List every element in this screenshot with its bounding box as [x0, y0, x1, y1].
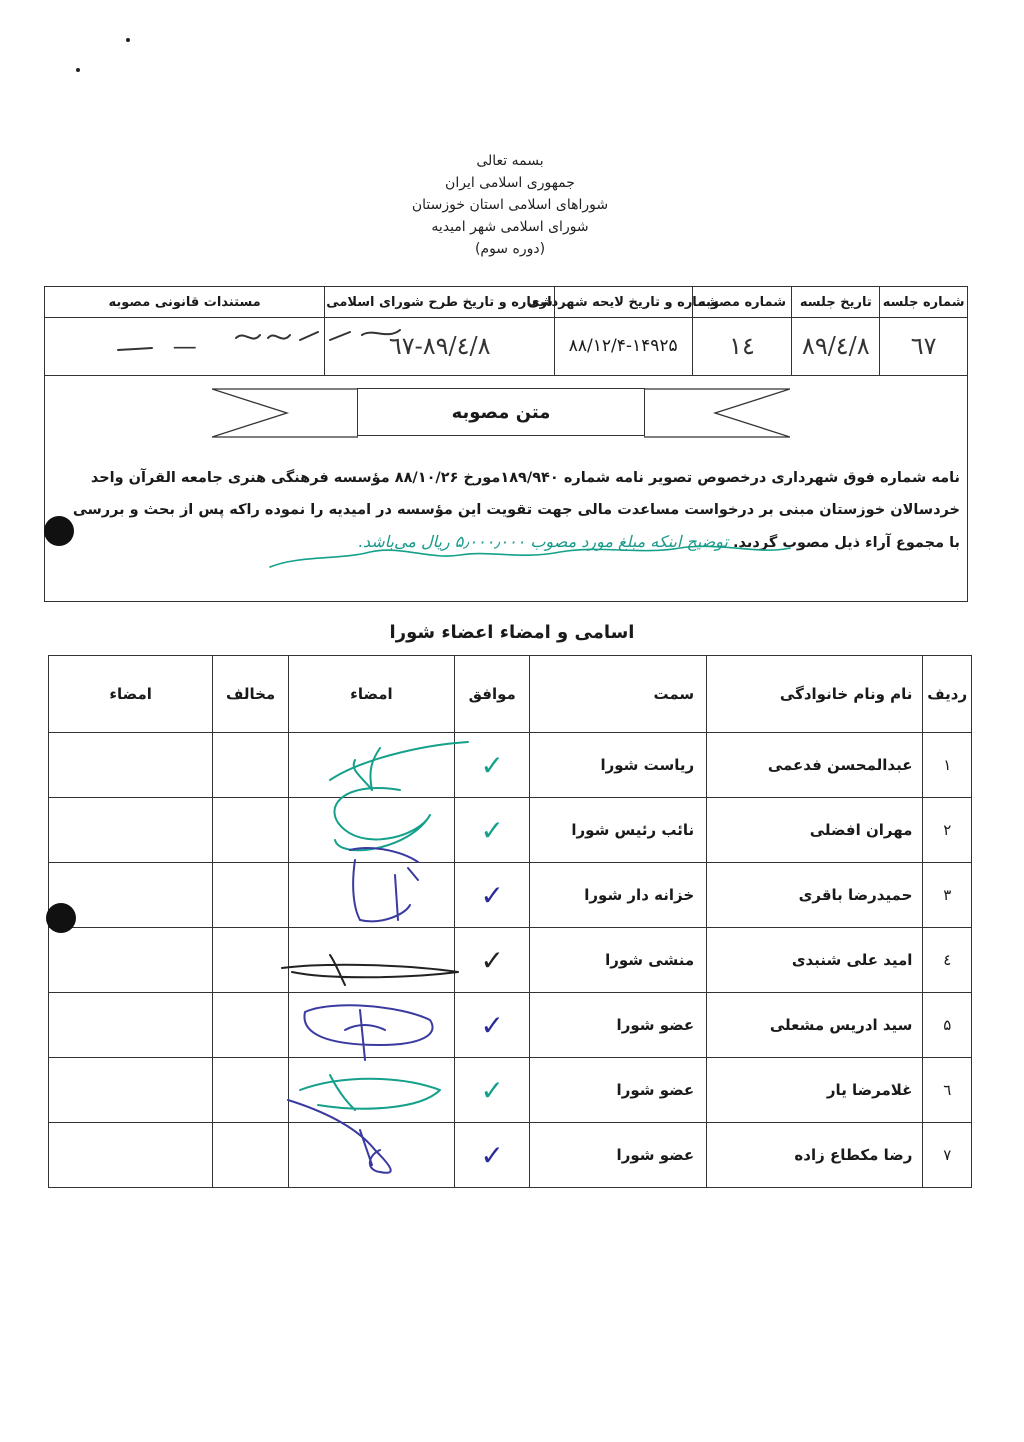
- against-cell: [213, 863, 289, 928]
- agree-mark: [455, 928, 530, 993]
- member-row: [49, 1123, 972, 1188]
- member-row: [49, 733, 972, 798]
- member-role: عضو شورا: [530, 993, 707, 1058]
- value-session-no: ٦٧: [879, 317, 967, 375]
- title-ornament-right: [644, 388, 790, 438]
- header-full-name: نام ونام خانوادگی: [707, 656, 923, 733]
- member-role: عضو شورا: [530, 1058, 707, 1123]
- value-plan-no-date: ٨٩/٤/٨-٦٧: [324, 317, 554, 375]
- resolution-line-2: خردسالان خوزستان مبنی بر درخواست مساعدت مالی جهت تقویت این مؤسسه در امیدیه را نموده راکه پس از بحث و بررسی: [72, 502, 960, 518]
- member-name: امید علی شنبدی: [707, 928, 923, 993]
- against-cell: [213, 993, 289, 1058]
- signature-cell-2: [49, 733, 213, 798]
- signature-cell: [288, 733, 454, 798]
- member-index: ۲: [923, 798, 972, 863]
- header-plan-no-date: شماره و تاریخ طرح شورای اسلامی: [324, 287, 553, 317]
- signature-cell: [288, 1058, 454, 1123]
- check-icon: ✓: [480, 943, 504, 977]
- agree-mark: [455, 863, 530, 928]
- resolution-title: متن مصوبه: [357, 388, 645, 436]
- against-cell: [213, 1123, 289, 1188]
- signature-cell-2: [49, 1058, 213, 1123]
- resolution-info-table: [44, 286, 968, 376]
- header-bismillah: بسمه تعالی: [476, 153, 544, 169]
- member-row: [49, 863, 972, 928]
- member-role: ریاست شورا: [530, 733, 707, 798]
- agree-mark: [455, 798, 530, 863]
- resolution-text: [52, 462, 960, 559]
- punch-hole: [46, 903, 76, 933]
- header-term: (دوره سوم): [474, 241, 546, 257]
- member-name: رضا مکطاع زاده: [707, 1123, 923, 1188]
- against-cell: [213, 733, 289, 798]
- header-against: مخالف: [213, 656, 289, 733]
- value-session-date: ٨٩/٤/٨: [791, 317, 879, 375]
- scan-speck: [76, 68, 80, 72]
- member-row: [49, 798, 972, 863]
- signature-cell: [288, 928, 454, 993]
- member-name: سید ادریس مشعلی: [707, 993, 923, 1058]
- header-bill-no-date: شماره و تاریخ لایحه شهرداری: [554, 287, 692, 317]
- header-role: سمت: [530, 656, 707, 733]
- signature-cell: [288, 1123, 454, 1188]
- member-index: ۱: [923, 733, 972, 798]
- agree-mark: [455, 1123, 530, 1188]
- header-signature-2: امضاء: [49, 656, 213, 733]
- check-icon: ✓: [480, 1008, 504, 1042]
- header-row-number: ردیف: [923, 656, 972, 733]
- member-row: [49, 928, 972, 993]
- header-signature: امضاء: [288, 656, 454, 733]
- member-row: [49, 1058, 972, 1123]
- member-name: غلامرضا یار: [707, 1058, 923, 1123]
- letterhead: [300, 150, 720, 260]
- value-legal-docs: —: [172, 332, 197, 360]
- members-section-title: اسامی و امضاء اعضاء شورا: [389, 622, 635, 643]
- member-index: ۵: [923, 993, 972, 1058]
- signature-cell-2: [49, 798, 213, 863]
- member-name: حمیدرضا باقری: [707, 863, 923, 928]
- member-index: ۳: [923, 863, 972, 928]
- against-cell: [213, 1058, 289, 1123]
- info-table-value-row: [45, 317, 967, 375]
- agree-mark: [455, 1058, 530, 1123]
- title-ornament-left: [212, 388, 358, 438]
- check-icon: ✓: [480, 748, 504, 782]
- against-cell: [213, 928, 289, 993]
- scan-speck: [126, 38, 130, 42]
- resolution-line-1: نامه شماره فوق شهرداری درخصوص تصویر نامه شماره ۱۸۹/۹۴۰مورخ ۸۸/۱۰/۲۶ مؤسسه فرهنگی هنری جامعه القرآن واحد: [90, 470, 960, 486]
- signature-cell: [288, 863, 454, 928]
- resolution-line-3: [52, 526, 960, 559]
- member-role: نائب رئیس شورا: [530, 798, 707, 863]
- check-icon: ✓: [480, 813, 504, 847]
- member-index: ٤: [923, 928, 972, 993]
- info-table-header-row: [45, 287, 967, 318]
- agree-mark: [455, 993, 530, 1058]
- member-row: [49, 993, 972, 1058]
- header-country: جمهوری اسلامی ایران: [445, 175, 575, 191]
- member-name: مهران افضلی: [707, 798, 923, 863]
- check-icon: ✓: [480, 1138, 504, 1172]
- members-table: [48, 655, 972, 1188]
- header-legal-docs: مستندات قانونی مصوبه: [108, 294, 261, 310]
- value-resolution-no: ١٤: [692, 317, 792, 375]
- member-role: خزانه دار شورا: [530, 863, 707, 928]
- members-table-header: [49, 656, 972, 733]
- signature-cell-2: [49, 1123, 213, 1188]
- header-session-no: شماره جلسه: [879, 287, 967, 317]
- agree-mark: [455, 733, 530, 798]
- value-bill-no-date: ۸۸/۱۲/۴-۱۴۹۲۵: [554, 317, 692, 375]
- punch-hole: [44, 516, 74, 546]
- header-province-councils: شوراهای اسلامی استان خوزستان: [411, 197, 609, 213]
- header-agree: موافق: [455, 656, 530, 733]
- signature-cell: [288, 993, 454, 1058]
- handwritten-amount-note: توضیح اینکه مبلغ مورد مصوب ۵٫۰۰۰٫۰۰۰ ریال می‌باشد.: [357, 532, 728, 551]
- member-index: ٦: [923, 1058, 972, 1123]
- member-name: عبدالمحسن فدعمی: [707, 733, 923, 798]
- signature-cell: [288, 798, 454, 863]
- member-role: عضو شورا: [530, 1123, 707, 1188]
- header-resolution-no: شماره مصوبه: [692, 287, 792, 317]
- resolution-line-3-text: با مجموع آراء ذیل مصوب گردید.: [733, 535, 960, 551]
- member-role: منشی شورا: [530, 928, 707, 993]
- signature-cell-2: [49, 928, 213, 993]
- check-icon: ✓: [480, 1073, 504, 1107]
- against-cell: [213, 798, 289, 863]
- check-icon: ✓: [480, 878, 504, 912]
- header-city-council: شورای اسلامی شهر امیدیه: [431, 219, 589, 235]
- header-session-date: تاریخ جلسه: [791, 287, 879, 317]
- member-index: ۷: [923, 1123, 972, 1188]
- signature-cell-2: [49, 993, 213, 1058]
